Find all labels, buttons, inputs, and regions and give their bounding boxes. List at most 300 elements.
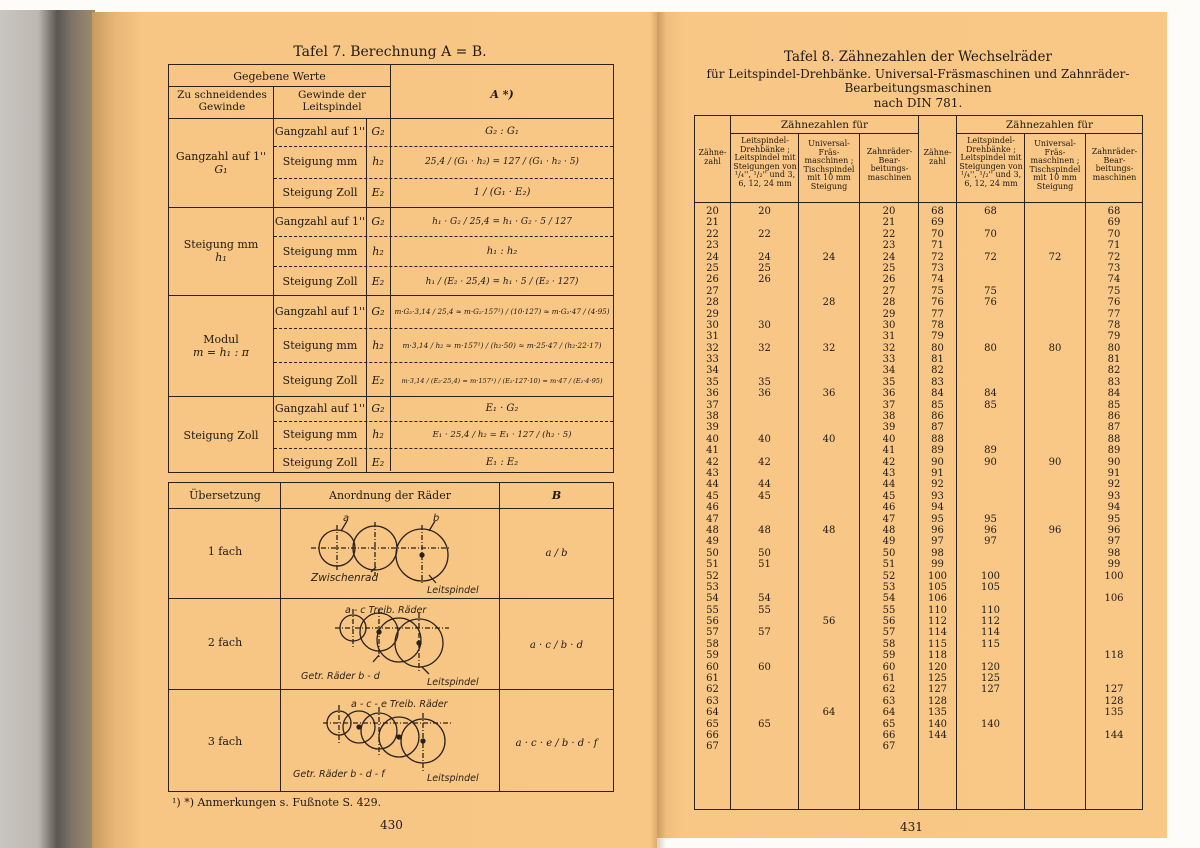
table-cell: 69	[931, 217, 944, 229]
gear-label-zwischenrad: Zwischenrad	[311, 572, 379, 584]
table-cell: 26	[882, 274, 896, 286]
table-cell: 94	[931, 502, 944, 514]
table-cell	[799, 502, 859, 513]
table-cell: 30	[706, 319, 719, 331]
table-cell: 82	[1107, 365, 1121, 377]
table-cell: 127	[980, 684, 1001, 696]
table-cell: 27	[882, 285, 896, 297]
table-cell: 45	[758, 490, 771, 502]
table-cell: 40	[822, 433, 836, 445]
table-cell	[1025, 297, 1085, 308]
row-name: Gangzahl auf 1''	[274, 305, 366, 318]
table-cell	[799, 377, 859, 388]
table-cell: 80	[1107, 342, 1121, 354]
row-formula: E₁ · 25,4 / h₂ = E₁ · 127 / (h₂ · 5)	[432, 430, 572, 440]
table-cell	[799, 741, 859, 752]
table-cell: 106	[1104, 593, 1124, 605]
header-a: A *)	[490, 88, 514, 101]
row-sym: G₂	[371, 125, 385, 138]
table-cell	[799, 536, 859, 547]
column-a-3	[860, 206, 918, 753]
row-sym: E₂	[371, 374, 385, 387]
table-cell: 74	[1107, 274, 1121, 286]
table-cell: 27	[706, 285, 719, 297]
table-cell	[799, 548, 859, 559]
table-cell	[1025, 479, 1085, 490]
table-cell: 57	[758, 627, 771, 639]
table-cell: 44	[706, 479, 719, 491]
column-b-1	[957, 206, 1024, 753]
table-cell: 85	[931, 399, 944, 411]
table-cell: 41	[882, 445, 896, 457]
table-cell	[957, 650, 1024, 661]
table-cell: 33	[882, 354, 896, 366]
table-cell: 97	[1107, 536, 1121, 548]
tafel8-subtitle-3: nach DIN 781.	[873, 96, 963, 110]
table-cell	[799, 627, 859, 638]
table-cell	[1025, 684, 1085, 695]
table-cell: 35	[758, 376, 771, 388]
row-formula: h₁ / (E₂ · 25,4) = h₁ · 5 / (E₂ · 127)	[425, 277, 579, 287]
row-formula: E₁ : E₂	[485, 457, 519, 468]
table-cell	[799, 571, 859, 582]
table-cell	[731, 536, 798, 547]
table-cell: 99	[931, 559, 944, 571]
table-cell: 83	[931, 376, 944, 388]
table-cell	[957, 559, 1024, 570]
table-cell	[1025, 696, 1085, 707]
group3-label: Modul	[203, 333, 239, 346]
header-zahn-2: Zahnräder-Bear-beitungs-maschinen	[1091, 147, 1138, 182]
row-sym: G₂	[371, 305, 385, 318]
table-cell: 120	[927, 661, 948, 673]
table-cell: 40	[882, 433, 896, 445]
ratio-label-1: 1 fach	[207, 545, 243, 558]
gear-label-b: b	[433, 513, 440, 524]
table-cell	[731, 650, 798, 661]
table-cell: 73	[1107, 262, 1121, 274]
table-cell	[799, 719, 859, 730]
table-cell: 56	[706, 616, 719, 628]
table-cell: 80	[931, 342, 944, 354]
table-cell: 94	[1107, 502, 1121, 514]
table-cell: 93	[1107, 490, 1121, 502]
table-cell: 72	[931, 251, 944, 263]
table-cell: 85	[984, 399, 997, 411]
table-cell: 54	[758, 593, 771, 605]
table-cell	[1025, 206, 1085, 217]
header-leit-2: Leitspindel-Drehbänke ; Leitspindel mit Steigungen von ¹/₄'', ¹/₂'' und 3, 6, 12, 24 mm	[959, 136, 1023, 188]
table-cell: 92	[931, 479, 944, 491]
table-cell	[799, 696, 859, 707]
row-sym: E₂	[371, 456, 385, 469]
table-cell: 75	[984, 285, 997, 297]
table-cell	[1025, 491, 1085, 502]
table-cell: 51	[882, 559, 896, 571]
table-cell: 24	[882, 251, 896, 263]
table-cell: 110	[927, 604, 948, 616]
table-cell: 110	[980, 604, 1001, 616]
table-cell: 39	[882, 422, 896, 434]
table-cell: 66	[882, 729, 896, 741]
table-cell: 128	[927, 695, 948, 707]
table-cell	[957, 411, 1024, 422]
table-cell	[1025, 263, 1085, 274]
table-cell	[957, 354, 1024, 365]
table-cell: 57	[882, 627, 896, 639]
gear-label-leitspindel-3: Leitspindel	[427, 773, 479, 784]
table-cell: 62	[882, 684, 896, 696]
table-cell: 83	[1107, 376, 1121, 388]
table-cell	[731, 741, 798, 752]
table-cell: 29	[882, 308, 896, 320]
table-cell	[799, 217, 859, 228]
header-zahn-1: Zahnräder-Bear-beitungs-maschinen	[866, 147, 913, 182]
row-sym: G₂	[371, 402, 385, 415]
table-cell: 51	[758, 559, 771, 571]
tafel8-subtitle-2: Bearbeitungsmaschinen	[844, 81, 992, 95]
row-name: Gangzahl auf 1''	[274, 125, 366, 138]
row-sym: E₂	[371, 275, 385, 288]
table-cell	[731, 684, 798, 695]
table-cell	[1025, 388, 1085, 399]
table-cell: 66	[706, 729, 719, 741]
table-cell: 96	[984, 524, 997, 536]
table-cell	[1025, 593, 1085, 604]
table-cell	[799, 457, 859, 468]
table-cell	[799, 673, 859, 684]
table-cell: 93	[931, 490, 944, 502]
header-zaehnezahl-2: Zähne-zahl	[923, 148, 952, 166]
table-cell: 125	[980, 673, 1001, 685]
table-cell: 55	[758, 604, 771, 616]
table-cell	[731, 217, 798, 228]
table-cell: 25	[706, 262, 719, 274]
table-cell: 43	[882, 467, 896, 479]
table-cell	[1025, 650, 1085, 661]
table-cell: 59	[706, 650, 719, 662]
table-cell	[1025, 639, 1085, 650]
table-cell	[919, 741, 956, 752]
header-leit-1: Leitspindel-Drehbänke ; Leitspindel mit Steigungen von ¹/₄'', ¹/₂'' und 3, 6, 12, 24 mm	[733, 136, 797, 188]
table-cell	[1086, 639, 1142, 650]
table-cell: 114	[980, 627, 1001, 639]
table-cell: 86	[1107, 411, 1121, 423]
table-cell: 58	[882, 638, 896, 650]
header-gegeben: Gegebene Werte	[233, 70, 326, 83]
column-a-0	[695, 206, 730, 753]
table-cell: 58	[706, 638, 719, 650]
gear-label-getr-3: Getr. Räder b - d - f	[293, 769, 385, 780]
table-cell	[957, 741, 1024, 752]
table-cell	[799, 422, 859, 433]
table-cell: 140	[980, 718, 1001, 730]
row-formula: 1 / (G₁ · E₂)	[473, 187, 531, 198]
table-cell: 71	[931, 240, 944, 252]
page-number-right: 431	[900, 820, 923, 834]
group2-var: h₁	[215, 251, 227, 264]
table-cell: 22	[882, 228, 896, 240]
table-cell	[1025, 377, 1085, 388]
table-cell: 88	[931, 433, 944, 445]
table-cell	[1086, 662, 1142, 673]
table-cell	[731, 297, 798, 308]
table-cell: 71	[1107, 240, 1121, 252]
group2-label: Steigung mm	[183, 238, 259, 251]
table-cell	[799, 274, 859, 285]
table-cell	[799, 354, 859, 365]
table-cell: 78	[1107, 319, 1121, 331]
table-cell: 105	[927, 581, 948, 593]
table-cell	[731, 514, 798, 525]
table-cell: 44	[758, 479, 771, 491]
row-name: Steigung mm	[282, 245, 358, 258]
table-cell	[1086, 719, 1142, 730]
table-cell: 24	[758, 251, 771, 263]
table-cell	[957, 331, 1024, 342]
table-cell: 140	[927, 718, 948, 730]
group1-label: Gangzahl auf 1''	[175, 150, 267, 163]
table-cell: 42	[758, 456, 771, 468]
table-cell: 20	[882, 206, 896, 217]
table-cell: 36	[882, 388, 896, 400]
row-formula: G₂ : G₁	[485, 126, 519, 137]
table-cell: 74	[931, 274, 944, 286]
row-name: Steigung mm	[282, 428, 358, 441]
table-cell: 36	[758, 388, 771, 400]
table-cell: 80	[1048, 342, 1062, 354]
header-zaehnezahl-1: Zähne-zahl	[698, 148, 727, 166]
table-cell: 92	[1107, 479, 1121, 491]
table-cell	[731, 696, 798, 707]
table-cell	[957, 468, 1024, 479]
row-formula: 25,4 / (G₁ · h₂) = 127 / (G₁ · h₂ · 5)	[425, 157, 579, 167]
table-cell	[731, 707, 798, 718]
table-cell	[1025, 502, 1085, 513]
gear-label-a: a	[343, 513, 350, 524]
table-cell: 70	[984, 228, 997, 240]
gear-diagrams	[281, 509, 499, 791]
table-cell: 34	[882, 365, 896, 377]
table-cell: 32	[706, 342, 719, 354]
table-cell: 125	[927, 673, 948, 685]
table-cell: 35	[706, 376, 719, 388]
ratio-label-3: 3 fach	[207, 735, 243, 748]
table-cell: 70	[1107, 228, 1121, 240]
table-cell	[957, 696, 1024, 707]
row-name: Gangzahl auf 1''	[274, 215, 366, 228]
table-cell: 80	[984, 342, 997, 354]
gear-label-treib-2: a - c Treib. Räder	[345, 605, 427, 616]
table-cell: 68	[1107, 206, 1121, 217]
table-cell	[731, 422, 798, 433]
table-cell	[731, 616, 798, 627]
table-cell: 89	[984, 445, 997, 457]
table-cell: 36	[822, 388, 836, 400]
table-cell: 63	[882, 695, 896, 707]
table-cell: 73	[931, 262, 944, 274]
table-cell: 63	[706, 695, 719, 707]
gear-label-leitspindel-2: Leitspindel	[427, 677, 479, 688]
table-cell: 48	[706, 524, 719, 536]
table-cell: 90	[931, 456, 944, 468]
table-cell: 70	[931, 228, 944, 240]
table-cell	[799, 662, 859, 673]
table-cell	[799, 491, 859, 502]
table-cell	[799, 479, 859, 490]
table-cell: 97	[931, 536, 944, 548]
table-cell	[957, 217, 1024, 228]
row-formula: m·3,14 / (E₂·25,4) ≈ m·157¹) / (E₂·127·10) ≈ m·47 / (E₂·4·95)	[401, 377, 603, 385]
table-cell: 135	[1104, 707, 1124, 719]
table-cell	[1025, 673, 1085, 684]
table-cell: 84	[984, 388, 997, 400]
table-cell: 72	[1048, 251, 1062, 263]
table-cell	[799, 240, 859, 251]
tafel7-title: Tafel 7. Berechnung A = B.	[293, 44, 487, 60]
row-name: Gangzahl auf 1''	[274, 402, 366, 415]
table-cell	[731, 445, 798, 456]
table-cell: 60	[882, 661, 896, 673]
table-cell	[731, 240, 798, 251]
table-cell	[731, 673, 798, 684]
table-cell	[799, 229, 859, 240]
table-cell	[731, 582, 798, 593]
table-cell: 90	[1107, 456, 1121, 468]
gear-diagram-3fach	[323, 705, 451, 771]
table-cell: 61	[882, 673, 896, 685]
row-name: Steigung Zoll	[282, 374, 358, 387]
table-cell: 53	[706, 581, 719, 593]
table-cell	[957, 479, 1024, 490]
column-a-2	[799, 206, 859, 753]
table-cell: 56	[822, 616, 836, 628]
table-cell: 42	[882, 456, 896, 468]
table-cell	[1025, 719, 1085, 730]
table-cell	[1025, 434, 1085, 445]
table-cell: 100	[980, 570, 1001, 582]
b-formula-2: a · c / b · d	[529, 640, 584, 651]
table-cell: 35	[882, 376, 896, 388]
table-cell	[957, 422, 1024, 433]
table-cell	[1025, 741, 1085, 752]
table-cell	[957, 491, 1024, 502]
header-b: B	[551, 489, 562, 502]
b-formula-3: a · c · e / b · d · f	[515, 738, 598, 749]
table-cell	[799, 309, 859, 320]
table-cell: 37	[882, 399, 896, 411]
table-cell: 96	[1107, 524, 1121, 536]
table-cell: 36	[706, 388, 719, 400]
table-cell: 88	[1107, 433, 1121, 445]
table-cell: 118	[1104, 650, 1124, 662]
table-cell: 100	[927, 570, 948, 582]
header-univ-1: Universal-Fräs-maschinen ; Tischspindel mit 10 mm Steigung	[803, 139, 855, 191]
tafel8-title: Tafel 8. Zähnezahlen der Wechselräder	[784, 49, 1052, 65]
table-cell	[1025, 411, 1085, 422]
table-cell: 84	[931, 388, 944, 400]
table-cell: 24	[822, 251, 836, 263]
table-cell	[731, 331, 798, 342]
table-cell	[1025, 229, 1085, 240]
table-cell: 106	[927, 593, 948, 605]
table-cell	[1025, 559, 1085, 570]
table-cell	[957, 707, 1024, 718]
group4-label: Steigung Zoll	[183, 429, 259, 442]
table-cell: 77	[1107, 308, 1121, 320]
table-cell	[1025, 217, 1085, 228]
table-cell: 144	[927, 729, 948, 741]
table-cell: 50	[882, 547, 896, 559]
table-cell: 20	[706, 206, 719, 217]
column-b-0	[919, 206, 956, 753]
table-cell: 68	[931, 206, 944, 217]
table-cell	[957, 593, 1024, 604]
table-cell: 33	[706, 354, 719, 366]
table-cell	[1025, 468, 1085, 479]
header-anordnung: Anordnung der Räder	[329, 489, 451, 502]
table-cell	[1086, 616, 1142, 627]
row-formula: h₁ · G₂ / 25,4 = h₁ · G₂ · 5 / 127	[432, 217, 572, 227]
table-cell	[799, 582, 859, 593]
header-leit: Gewinde der Leitspindel	[298, 89, 366, 113]
table-cell: 37	[706, 399, 719, 411]
row-name: Steigung Zoll	[282, 186, 358, 199]
table-cell: 50	[758, 547, 771, 559]
table-cell: 91	[931, 467, 944, 479]
table-cell	[731, 354, 798, 365]
table-cell	[731, 309, 798, 320]
table-cell: 87	[1107, 422, 1121, 434]
group3-var: m = h₁ : π	[192, 346, 250, 359]
table-cell	[799, 400, 859, 411]
table-cell	[1086, 627, 1142, 638]
table-cell: 30	[882, 319, 896, 331]
table-cell	[1025, 514, 1085, 525]
header-univ-2: Universal-Fräs-maschinen ; Tischspindel mit 10 mm Steigung	[1029, 139, 1081, 191]
table-cell: 49	[882, 536, 896, 548]
table-cell	[1025, 320, 1085, 331]
table-cell	[799, 650, 859, 661]
table-cell: 68	[984, 206, 997, 217]
table-cell	[799, 206, 859, 217]
gear-label-treib-3: a - c - e Treib. Räder	[351, 699, 448, 710]
table-cell	[1025, 662, 1085, 673]
table-cell	[1025, 422, 1085, 433]
table-cell: 55	[706, 604, 719, 616]
table-cell	[799, 263, 859, 274]
table-cell: 67	[706, 741, 719, 753]
table-cell: 105	[980, 581, 1001, 593]
table-cell: 39	[706, 422, 719, 434]
table-cell: 61	[706, 673, 719, 685]
table-cell	[957, 502, 1024, 513]
table-cell: 76	[984, 297, 997, 309]
table-cell: 57	[706, 627, 719, 639]
table-cell: 76	[1107, 297, 1121, 309]
table-cell	[957, 365, 1024, 376]
table-cell	[957, 548, 1024, 559]
table-cell: 53	[882, 581, 896, 593]
table-cell: 75	[1107, 285, 1121, 297]
table-cell	[957, 309, 1024, 320]
ratio-label-2: 2 fach	[207, 636, 243, 649]
table-cell	[1025, 571, 1085, 582]
table-cell	[957, 377, 1024, 388]
footnote: ¹) *) Anmerkungen s. Fußnote S. 429.	[172, 796, 382, 809]
table-cell: 72	[984, 251, 997, 263]
table-cell	[731, 365, 798, 376]
